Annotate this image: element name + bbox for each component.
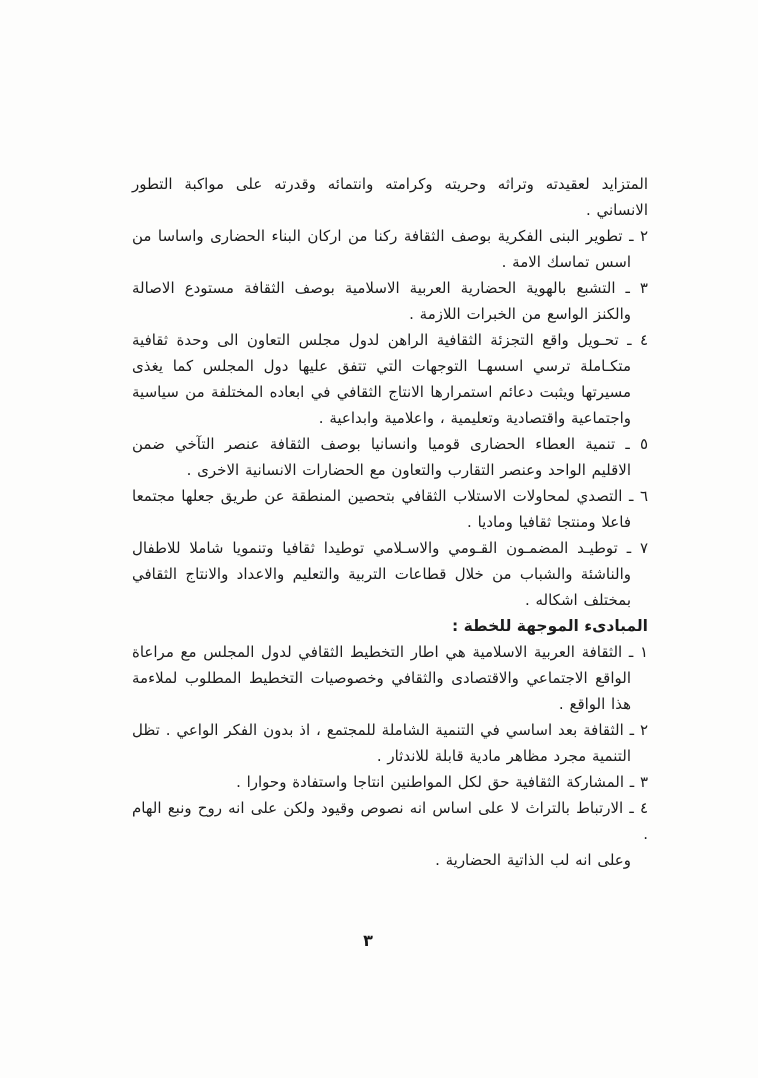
text-line: ٣ ـ التشبع بالهوية الحضارية العربية الاسلامية بوصف الثقافة مستودع الاصالة — [132, 279, 648, 297]
item-number: ٣ ـ — [629, 773, 648, 791]
text-line: ٤ ـ تحـويل واقع التجزئة الثقافية الراهن لدول مجلس التعاون الى وحدة ثقافية — [132, 331, 648, 349]
list-item — [132, 327, 648, 431]
text-line: ٧ ـ توطيـد المضمـون القـومي والاسـلامي توطيدا ثقافيا وتنمويا شاملا للاطفال — [132, 539, 648, 557]
text-line: ٣ ـ المشاركة الثقافية حق لكل المواطنين انتاجا واستفادة وحوارا . — [236, 773, 648, 791]
page-number: ٣ — [363, 931, 373, 950]
list-item — [132, 483, 648, 535]
text-line: والناشئة والشباب من خلال قطاعات التربية والتعليم والاعداد والانتاج الثقافي — [132, 565, 631, 583]
text-line: الاقليم الواحد وعنصر التقارب والتعاون مع الحضارات الانسانية الاخرى . — [186, 461, 631, 479]
text-line: بمختلف اشكاله . — [524, 591, 631, 609]
objectives-list — [132, 223, 648, 613]
item-number: ١ ـ — [628, 643, 648, 661]
text-line: هذا الواقع . — [558, 695, 631, 713]
text-line: ٤ ـ الارتباط بالتراث لا على اساس انه نصوص وقيود ولكن على انه روح ونبع الهام . — [132, 799, 648, 843]
text-block — [132, 171, 648, 873]
text-line: فاعلا ومنتجا ثقافيا وماديا . — [467, 513, 631, 531]
item-number: ٥ ـ — [625, 435, 648, 453]
text-line: الانساني . — [585, 201, 648, 219]
text-line: ١ ـ الثقافة العربية الاسلامية هي اطار التخطيط الثقافي لدول المجلس مع مراعاة — [132, 643, 648, 661]
text-line: وعلى انه لب الذاتية الحضارية . — [435, 851, 631, 869]
item-number: ٤ ـ — [627, 331, 648, 349]
text-line: اسس تماسك الامة . — [501, 253, 631, 271]
list-item — [132, 275, 648, 327]
text-line: التنمية مجرد مظاهر مادية قابلة للاندثار . — [376, 747, 631, 765]
text-line: ٦ ـ التصدي لمحاولات الاستلاب الثقافي بتحصين المنطقة عن طريق جعلها مجتمعا — [132, 487, 648, 505]
principles-list — [132, 639, 648, 873]
text-line: متكـاملة ترسي اسسهـا التوجهات التي تتفق عليها دول المجلس كما يغذى — [132, 357, 631, 375]
item-number: ٧ ـ — [626, 539, 648, 557]
item-number: ٣ ـ — [625, 279, 648, 297]
continuation-paragraph — [132, 171, 648, 223]
item-number: ٢ ـ — [629, 721, 648, 739]
list-item — [132, 795, 648, 873]
paragraph — [132, 171, 648, 223]
list-item — [132, 535, 648, 613]
text-line: مسيرتها ويثبت دعائم استمرارها الانتاج الثقافي في ابعاده المختلفة من سياسية — [132, 383, 631, 401]
text-line: ٢ ـ الثقافة بعد اساسي في التنمية الشاملة للمجتمع ، اذ بدون الفكر الواعي . تظل — [132, 721, 648, 739]
item-number: ٤ ـ — [629, 799, 648, 817]
list-item — [132, 431, 648, 483]
text-line: ٥ ـ تنمية العطاء الحضارى قوميا وانسانيا بوصف الثقافة عنصر التآخي ضمن — [132, 435, 648, 453]
list-item — [132, 639, 648, 717]
text-line: واجتماعية واقتصادية وتعليمية ، واعلامية وابداعية . — [318, 409, 631, 427]
item-number: ٦ ـ — [628, 487, 648, 505]
text-line: الواقع الاجتماعي والاقتصادى والثقافي وخصوصيات التخطيط المطلوب لملاءمة — [132, 669, 631, 687]
list-item — [132, 769, 648, 795]
section-heading: المبادىء الموجهة للخطة : — [451, 617, 648, 635]
text-line: والكنز الواسع من الخبرات اللازمة . — [409, 305, 631, 323]
item-number: ٢ ـ — [629, 227, 648, 245]
text-line: ٢ ـ تطوير البنى الفكرية بوصف الثقافة ركنا من اركان البناء الحضارى واساسا من — [132, 227, 648, 245]
text-line: المتزايد لعقيدته وتراثه وحريته وكرامته وانتمائه وقدرته على مواكبة التطور — [132, 175, 648, 193]
list-item — [132, 717, 648, 769]
list-item — [132, 223, 648, 275]
